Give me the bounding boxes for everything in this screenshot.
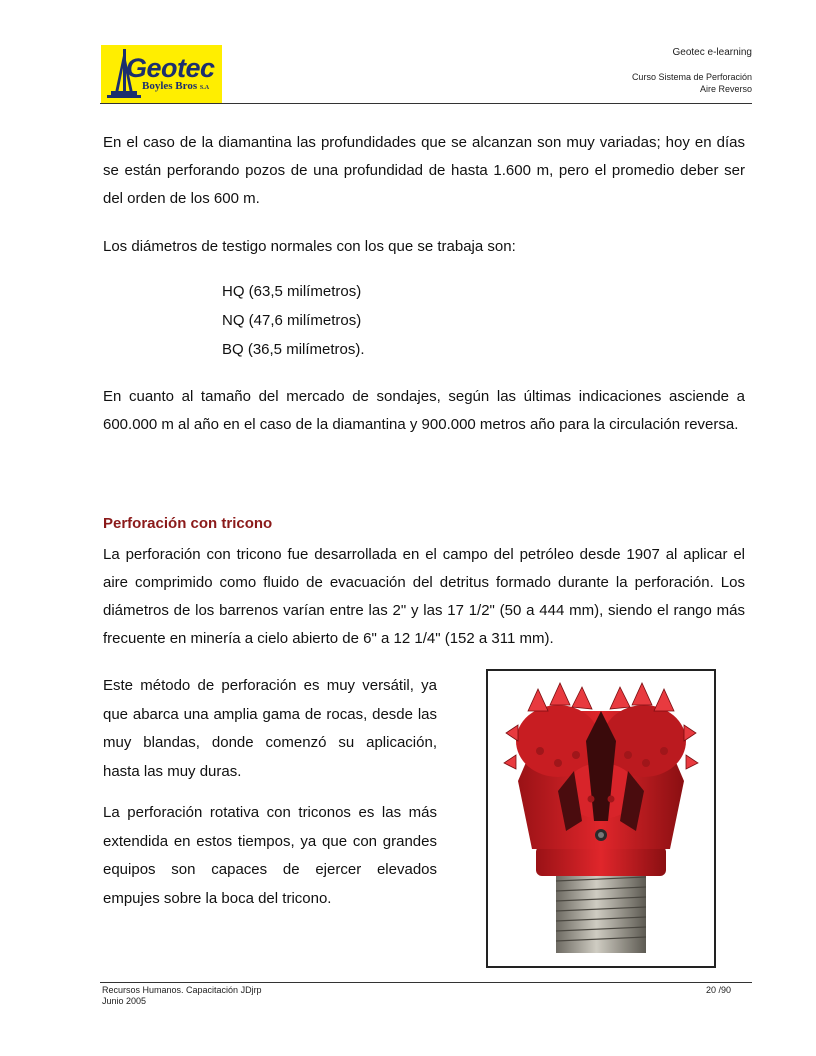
header-info xyxy=(632,47,752,95)
logo-subtext-name: Boyles Bros xyxy=(142,80,198,92)
logo-wordmark: Geotec xyxy=(126,53,215,83)
paragraph-mercado: En cuanto al tamaño del mercado de sondajes, según las últimas indicaciones asciende a 600.000 m al año en el caso de la diamantina y 900.000 metros año para la circulación reversa. xyxy=(103,388,745,433)
geotec-logo xyxy=(101,45,222,103)
paragraph-rotativa: La perforación rotativa con triconos es las más extendida en estos tiempos, ya que con grandes equipos son capaces de ejercer elevados empujes sobre la boca del tricono. xyxy=(103,804,437,907)
footer-credits-line1: Recursos Humanos. Capacitación JDjrp xyxy=(102,985,262,995)
diameter-list xyxy=(222,277,365,364)
logo-subtext xyxy=(142,80,209,92)
tricone-bit-illustration xyxy=(488,671,714,966)
paragraph-tricono-historia: La perforación con tricono fue desarrollada en el campo del petróleo desde 1907 al aplicar el aire comprimido como fluido de evacuación del detritus formado durante la perforación. Los diámetros de los barrenos varían entre las 2" y las 17 1/2" (50 a 444 mm), siendo el rango más frecuente en minería a cielo abierto de 6" a 12 1/4" (152 a 311 mm). xyxy=(103,546,745,647)
tricone-bit-photo xyxy=(486,669,716,968)
header-topic: Aire Reverso xyxy=(699,84,752,94)
paragraph-diametros-intro: Los diámetros de testigo normales con los que se trabaja son: xyxy=(103,238,516,255)
page-number: 20 /90 xyxy=(706,985,732,995)
diameter-item: NQ (47,6 milímetros) xyxy=(222,312,362,329)
paragraph-versatil: Este método de perforación es muy versátil, ya que abarca una amplia gama de rocas, desde las muy blandas, donde comenzó su aplicación, hasta las muy duras. xyxy=(103,677,437,780)
header-divider xyxy=(100,103,752,104)
diameter-item: HQ (63,5 milímetros) xyxy=(222,283,362,300)
footer-credits-line2: Junio 2005 xyxy=(102,996,147,1006)
paragraph-diamantina: En el caso de la diamantina las profundidades que se alcanzan son muy variadas; hoy en días se están perforando pozos de una profundidad de hasta 1.600 m, pero el promedio deber ser del orden de los 600 m. xyxy=(103,134,745,207)
logo-subtext-suffix: S.A xyxy=(199,85,210,91)
section-title: Perforación con tricono xyxy=(103,515,273,532)
header-course: Curso Sistema de Perforación xyxy=(631,72,752,82)
footer-divider xyxy=(100,982,752,983)
diameter-item: BQ (36,5 milímetros). xyxy=(222,341,365,358)
footer-credits xyxy=(102,985,262,1007)
header-site: Geotec e-learning xyxy=(672,47,752,58)
